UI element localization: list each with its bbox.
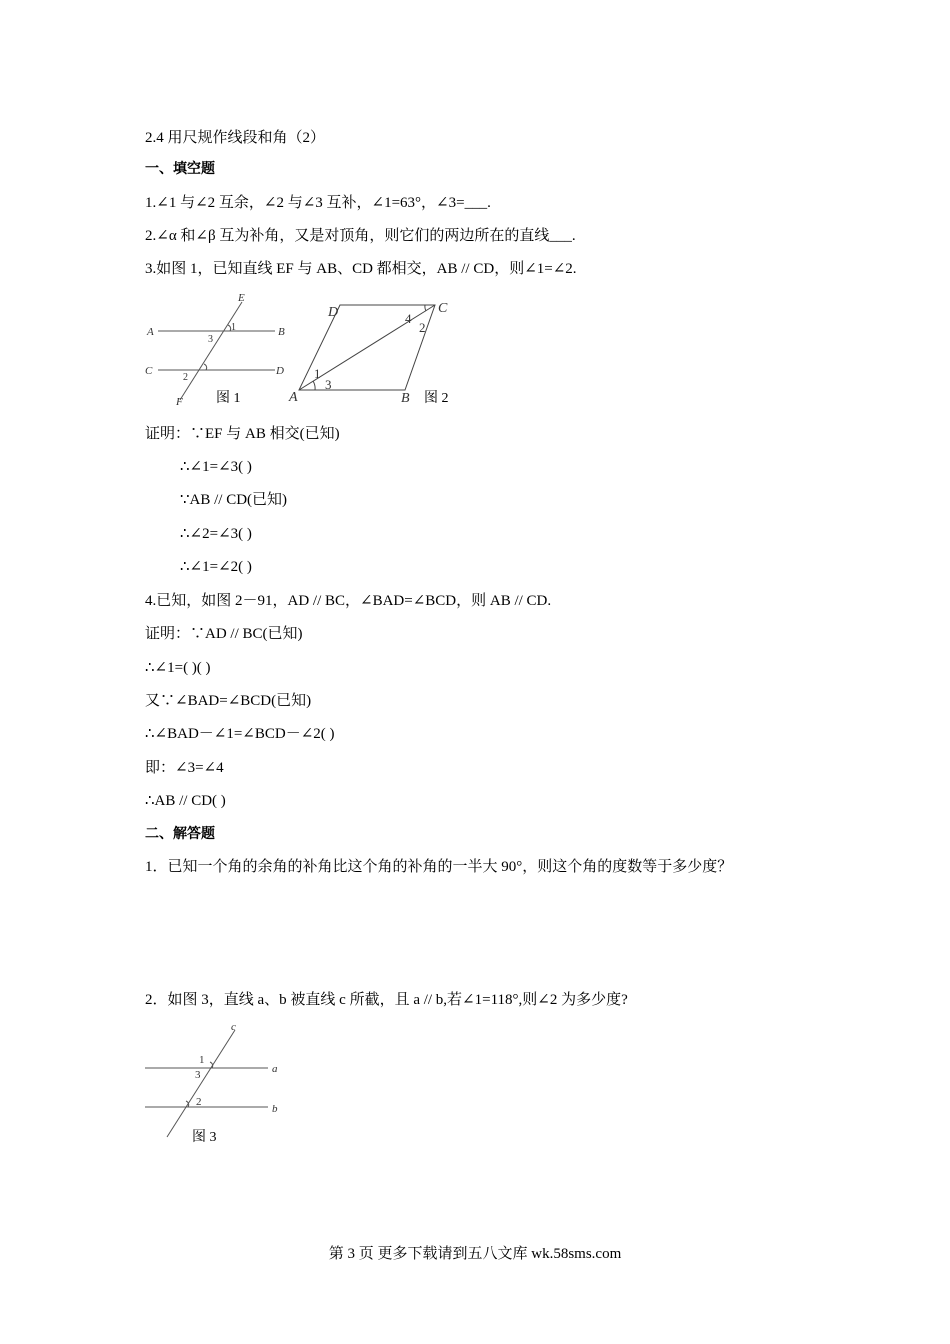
label-a: a [272,1063,278,1075]
proof1-line-5: ∴∠1=∠2( ) [180,559,252,575]
label-d: D [276,365,284,377]
label-angle-2: 2 [419,320,426,335]
proof2-line-1: 证明：∵AD // BC(已知) [145,626,303,642]
label-angle-4: 4 [405,311,412,326]
proof2-line-3: 又∵∠BAD=∠BCD(已知) [145,693,312,709]
label-a: A [289,390,298,405]
question-4: 4.已知，如图 2－91，AD // BC，∠BAD=∠BCD，则 AB // CD. [145,593,552,609]
proof2-line-2: ∴∠1=( )( ) [145,660,211,676]
proof2-line-5: 即：∠3=∠4 [145,760,224,776]
label-angle-3: 3 [195,1069,201,1081]
proof2-line-6: ∴AB // CD( ) [145,793,226,809]
label-angle-1: 1 [199,1054,205,1066]
label-c: c [231,1021,236,1033]
question-2: 2.∠α 和∠β 互为补角，又是对顶角，则它们的两边所在的直线___. [145,228,576,244]
label-a: A [147,326,154,338]
proof1-line-1: 证明：∵EF 与 AB 相交(已知) [145,426,340,442]
proof1-line-2: ∴∠1=∠3( ) [180,459,252,475]
label-b: B [278,326,285,338]
answer-question-1: 1．已知一个角的余角的补角比这个角的补角的一半大 90°，则这个角的度数等于多少度？ [145,859,733,875]
label-angle-3: 3 [325,377,332,392]
label-e: E [238,292,245,304]
proof1-line-3: ∵AB // CD(已知) [180,492,288,508]
caption-figure-3: 图 3 [192,1130,217,1145]
question-3: 3.如图 1，已知直线 EF 与 AB、CD 都相交，AB // CD，则∠1=∠2. [145,261,577,277]
label-c: C [145,365,153,377]
question-1: 1.∠1 与∠2 互余，∠2 与∠3 互补，∠1=63°，∠3=___. [145,195,491,211]
line-c [167,1030,235,1137]
label-angle-2: 2 [183,372,188,383]
doc-title: 2.4 用尺规作线段和角（2） [145,130,326,146]
section-heading-fill-in: 一、填空题 [145,161,215,177]
proof1-line-4: ∴∠2=∠3( ) [180,526,252,542]
label-c: C [438,301,448,316]
figure-2 [285,290,465,412]
label-b: B [401,391,410,406]
label-angle-3: 3 [208,334,213,345]
label-b: b [272,1103,278,1115]
label-angle-2: 2 [196,1096,202,1108]
figure-1 [140,288,300,410]
page-footer: 第 3 页 更多下载请到五八文库 wk.58sms.com [328,1246,622,1262]
figure-3 [140,1020,300,1148]
label-d: D [328,305,339,320]
caption-figure-2: 图 2 [424,391,449,406]
proof2-line-4: ∴∠BAD－∠1=∠BCD－∠2( ) [145,726,335,742]
label-angle-1: 1 [314,366,321,381]
label-f: F [176,396,183,408]
label-angle-1: 1 [231,322,236,333]
answer-question-2: 2．如图 3，直线 a、b 被直线 c 所截，且 a // b,若∠1=118°,则∠2 为多少度? [145,992,628,1008]
section-heading-answer: 二、解答题 [145,826,215,842]
caption-figure-1: 图 1 [216,391,241,406]
line-ef [180,302,242,400]
